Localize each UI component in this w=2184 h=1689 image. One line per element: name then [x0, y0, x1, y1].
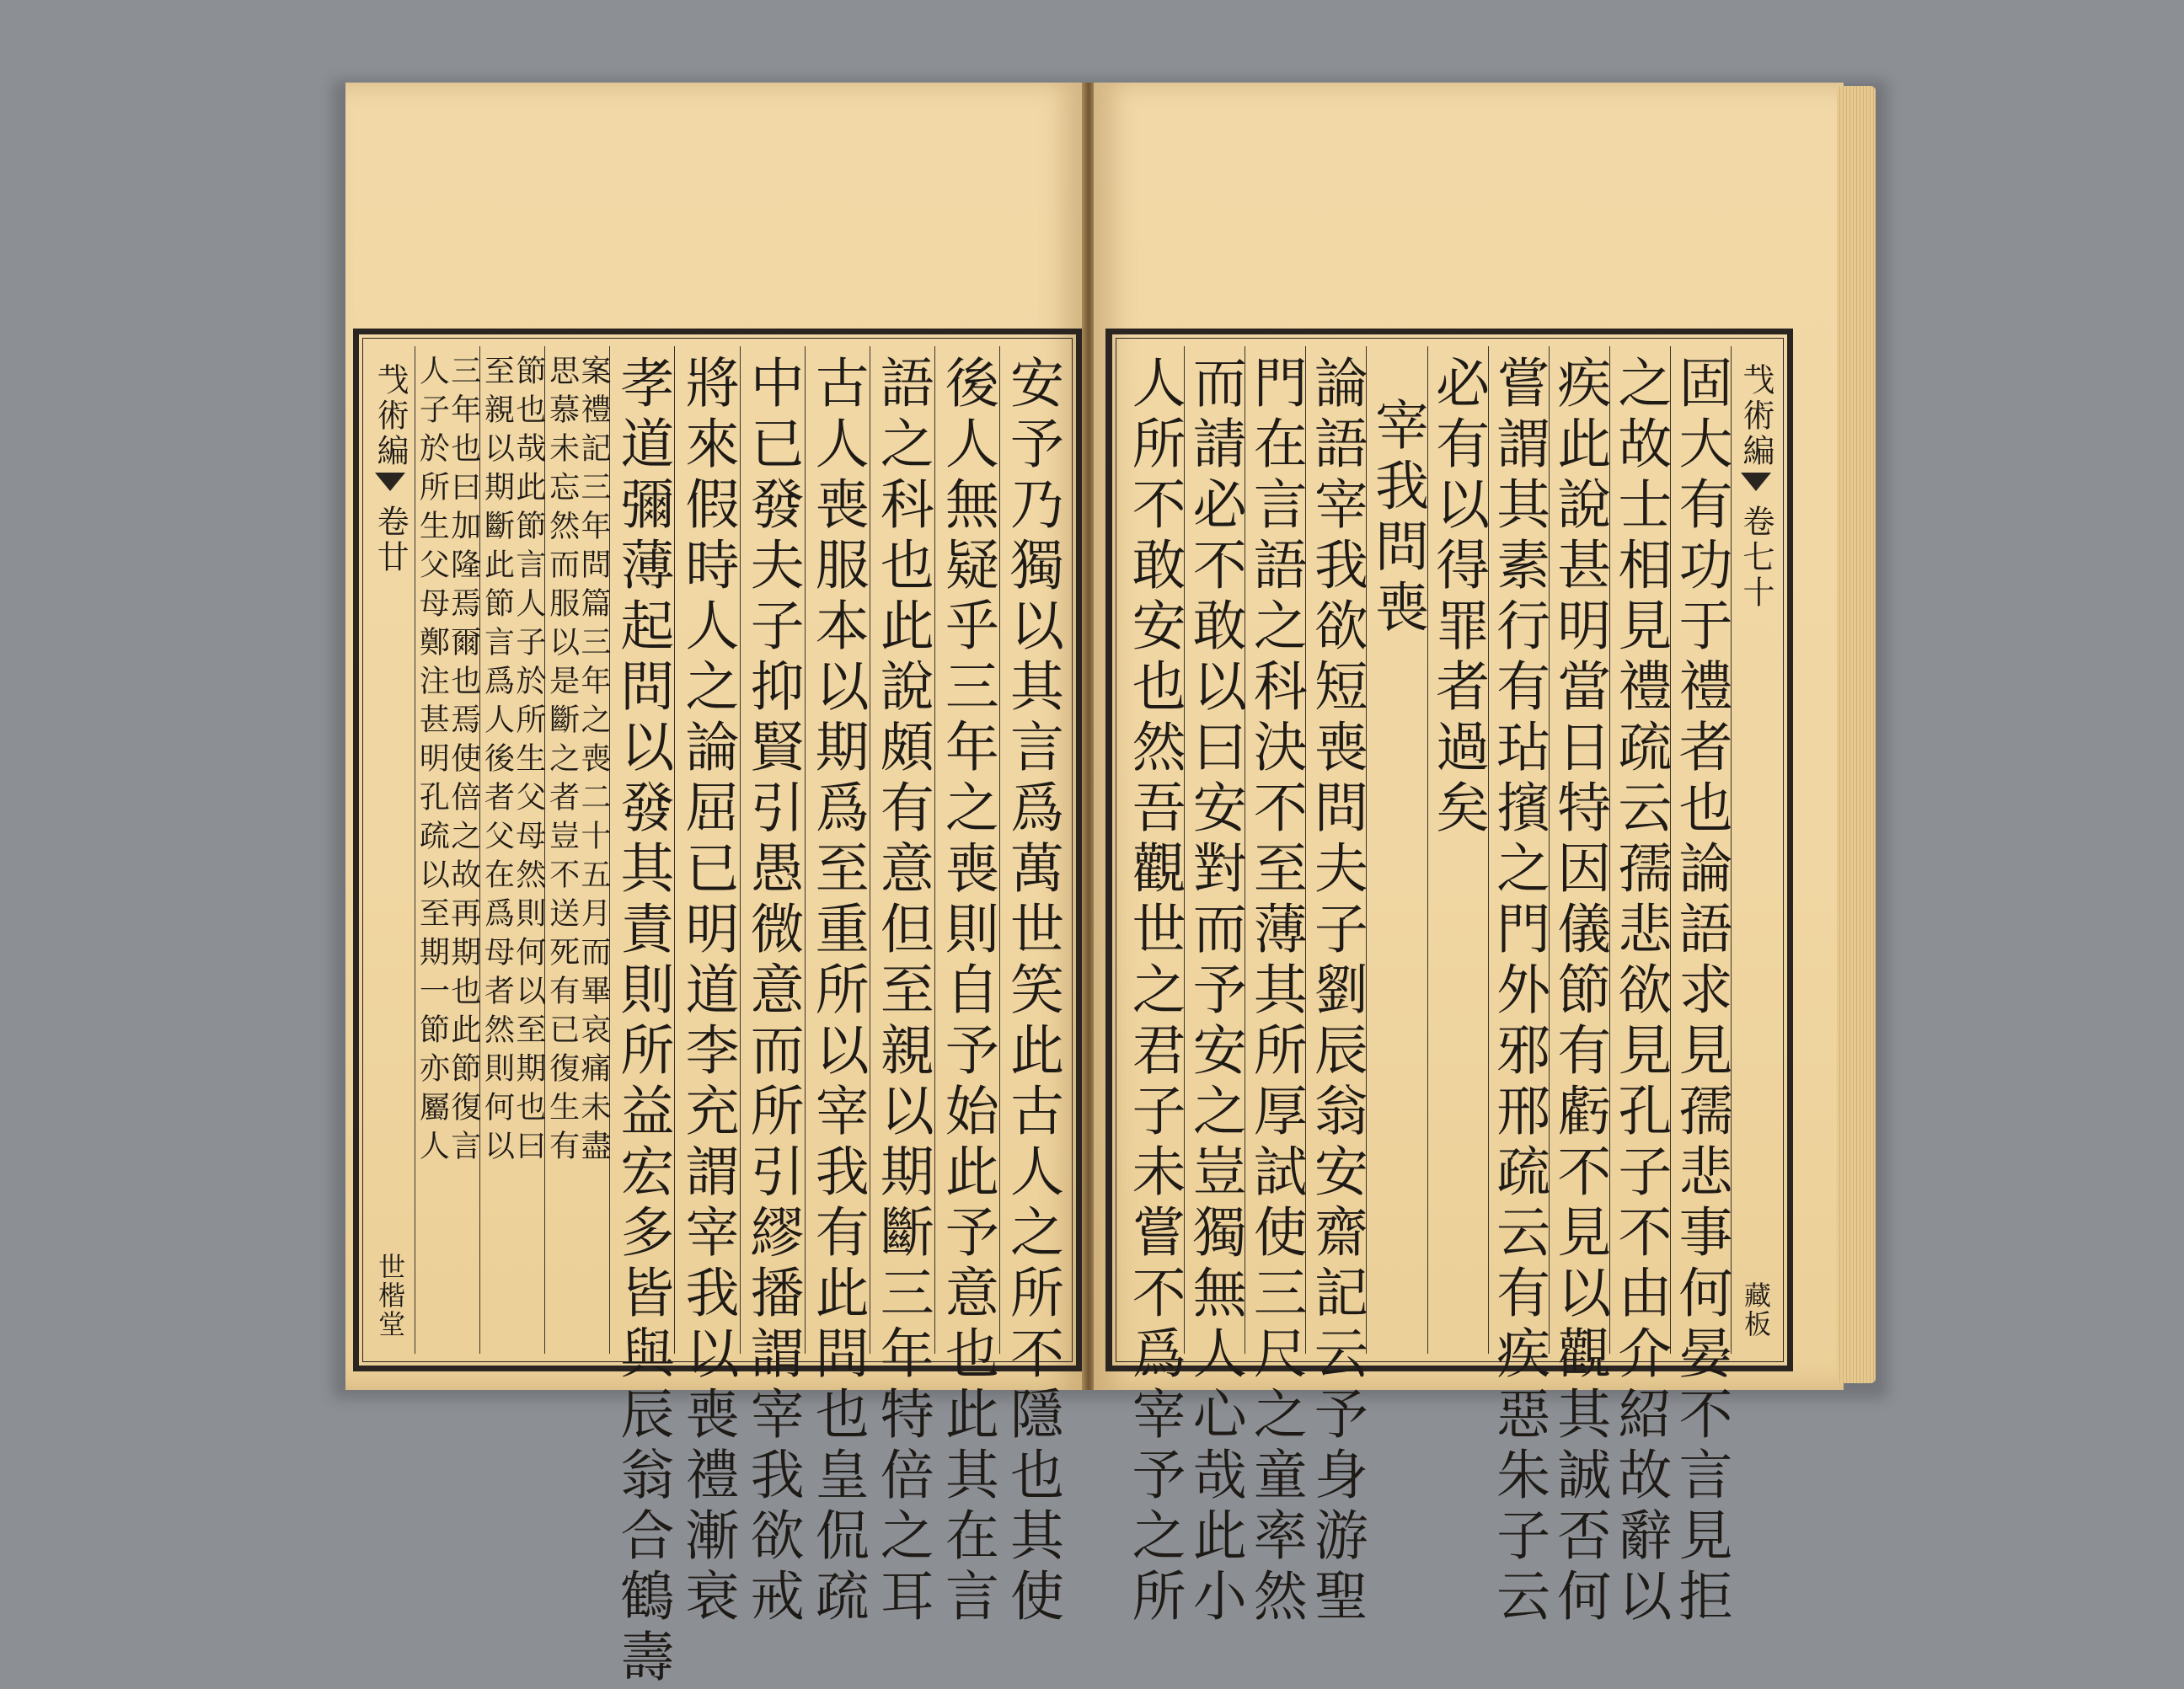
text-column — [544, 346, 609, 1354]
text-line: 而請必不敢以曰安對而予安之豈獨無人心哉此小 — [1183, 355, 1246, 1628]
right-page-frame — [1105, 329, 1793, 1628]
margin-footer: 世楷堂 — [374, 1253, 407, 1339]
text-line: 論語宰我欲短喪問夫子劉辰翁安齋記云予身游聖 — [1304, 355, 1368, 1628]
commentary-line: 案禮記三年問篇三年之喪二十五月而畢哀痛未盡 — [575, 355, 611, 1168]
margin-title: 𢦏術編 卷廿 — [372, 363, 410, 575]
text-line: 孝道彌薄起問以發其責則所益宏多皆與辰翁合鶴壽 — [611, 355, 674, 1689]
section-heading-column — [1366, 346, 1427, 1354]
text-column — [674, 346, 739, 1628]
commentary-line: 三年也曰加隆焉爾也焉使倍之故再期也此節復言 — [446, 355, 481, 1168]
section-heading: 宰我問喪 — [1365, 397, 1428, 639]
margin-column — [1731, 346, 1780, 1354]
text-column — [415, 346, 479, 1354]
commentary-line: 思慕未忘然而服以是斷之者豈不送死有已復生有 — [544, 355, 580, 1168]
text-column — [1244, 346, 1307, 1628]
text-column — [1487, 346, 1550, 1628]
text-line: 古人喪服本以期爲至重所以宰我有此問也皇侃疏 — [806, 355, 869, 1628]
margin-column — [366, 346, 415, 1354]
text-column — [999, 346, 1064, 1628]
text-column — [740, 346, 805, 1628]
text-line: 疾此說甚明當日特因儀節有虧不見以觀其誠否何 — [1548, 355, 1611, 1628]
text-column — [1609, 346, 1672, 1628]
text-column — [479, 346, 544, 1354]
text-line: 人所不敢安也然吾觀世之君子未嘗不爲宰予之所 — [1122, 355, 1186, 1628]
text-column — [1122, 346, 1186, 1628]
text-line: 必有以得罪者過矣 — [1427, 355, 1490, 840]
text-line: 之故士相見禮疏云孺悲欲見孔子不由介紹故辭以 — [1609, 355, 1672, 1628]
fishtail-mark — [375, 473, 405, 491]
text-column — [609, 346, 674, 1689]
left-text-columns — [366, 346, 1064, 1689]
text-line: 安予乃獨以其言爲萬世笑此古人之所不隱也其使 — [1000, 355, 1063, 1628]
text-column — [1548, 346, 1611, 1628]
text-line: 將來假時人之論屈已明道李充謂宰我以喪禮漸衰 — [676, 355, 739, 1628]
commentary-line: 節也哉此節言人子於所生父母然則何以至期也曰 — [511, 355, 546, 1168]
text-line: 後人無疑乎三年之喪則自予始此予意也此其在言 — [935, 355, 998, 1628]
margin-footer: 藏板 — [1740, 1281, 1772, 1339]
text-column — [1669, 346, 1732, 1628]
fishtail-mark — [1741, 473, 1771, 491]
right-page — [1094, 83, 1844, 1628]
text-column — [934, 346, 999, 1628]
text-column — [870, 346, 934, 1628]
text-column — [1304, 346, 1368, 1628]
text-column — [1427, 346, 1488, 1354]
page-fore-edge — [1837, 86, 1876, 1383]
right-text-columns — [1122, 346, 1780, 1628]
text-line: 固大有功于禮者也論語求見孺悲事何晏不言見拒 — [1669, 355, 1732, 1628]
commentary-line: 人子於所生父母鄭注甚明孔疏以至期一節亦屬人 — [415, 355, 450, 1168]
text-column — [805, 346, 870, 1628]
text-column — [1183, 346, 1246, 1628]
text-line: 中已發夫子抑賢引愚微意而所引繆播謂宰我欲戒 — [741, 355, 804, 1628]
commentary-line: 至親以期斷此節言爲人後者父在爲母者然則何以 — [479, 355, 515, 1168]
text-line: 語之科也此說頗有意但至親以期斷三年特倍之耳 — [870, 355, 934, 1628]
margin-title: 𢦏術編 卷七十 — [1737, 363, 1774, 611]
text-line: 門在言語之科決不至薄其所厚試使三尺之童率然 — [1244, 355, 1307, 1628]
left-page — [345, 83, 1084, 1689]
text-line: 嘗謂其素行有玷擯之門外邪邢疏云有疾惡朱子云 — [1487, 355, 1550, 1628]
left-page-frame — [353, 329, 1083, 1689]
